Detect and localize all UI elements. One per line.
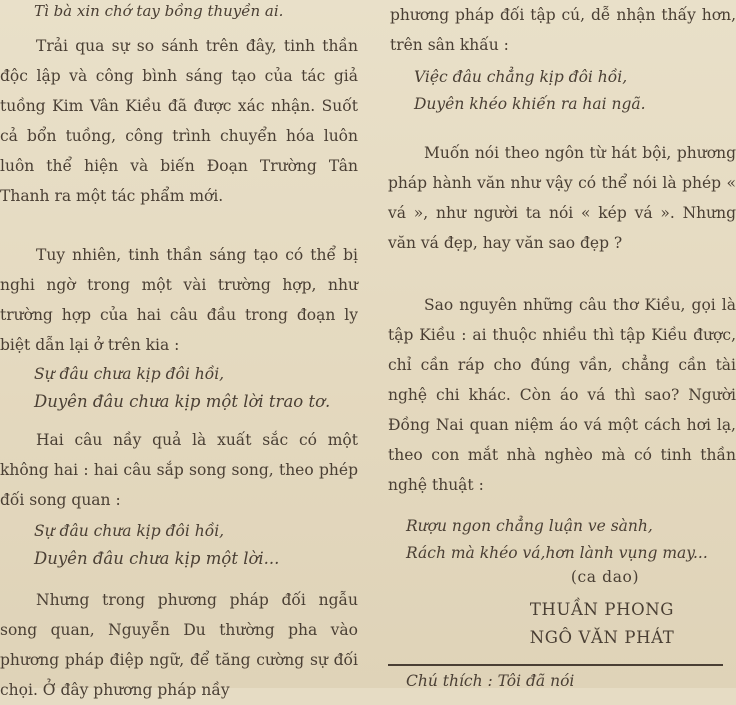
verse-line-top: Tì bà xin chớ tay bồng thuyền ai. <box>34 2 284 20</box>
paragraph-2: Sao nguyên những câu thơ Kiều, gọi là tập Kiều : ai thuộc nhiều thì tập Kiều được, chỉ cần ráp cho đúng vần, chẳng cần tài nghệ chi khác. Còn áo vá thì sao? Người Đồng Nai quan niệm áo vá một cách hơi lạ, theo con mắt nhà nghèo mà có tinh thần nghệ thuật : <box>388 296 736 494</box>
footnote-start: Chú thích : Tôi đã nói <box>406 672 575 690</box>
verse-line: Sự đâu chưa kịp đôi hồi, <box>34 365 225 383</box>
author-name-full: NGÔ VĂN PHÁT <box>529 628 675 647</box>
verse-line: Việc đâu chẳng kịp đôi hồi, <box>414 68 628 86</box>
paragraph-3: Hai câu nầy quả là xuất sắc có một không hai : hai câu sắp song song, theo phép đối song quan : <box>0 431 358 509</box>
footnote-divider <box>388 664 723 666</box>
verse-block-2 <box>34 518 279 572</box>
verse-line: Rượu ngon chẳng luận ve sành, <box>406 517 653 535</box>
verse-line: Duyên đâu chưa kịp một lời... <box>34 549 280 568</box>
paragraph-2: Tuy nhiên, tinh thần sáng tạo có thể bị nghi ngờ trong một vài trường hợp, như trường hợp của hai câu đầu trong đoạn ly biệt dẫn lại ở trên kia : <box>0 246 358 354</box>
paragraph-1: Muốn nói theo ngôn từ hát bội, phương pháp hành văn như vậy có thể nói là phép « vá », như người ta nói « kép vá ». Nhưng văn vá đẹp, hay văn sao đẹp ? <box>388 144 736 252</box>
verse-block-2 <box>406 513 708 567</box>
source-note: (ca dao) <box>570 568 640 586</box>
paragraph-1: Trải qua sự so sánh trên đây, tinh thần độc lập và công bình sáng tạo của tác giả tuồng Kim Vân Kiều đã được xác nhận. Suốt cả bổn tuồng, công trình chuyển hóa luôn luôn thể hiện và biến Đoạn Trường Tân Thanh ra một tác phẩm mới. <box>0 37 358 205</box>
verse-block-1 <box>34 361 330 415</box>
verse-line: Duyên khéo khiến ra hai ngã. <box>414 95 646 113</box>
paragraph-4: Nhưng trong phương pháp đối ngẫu song quan, Nguyễn Du thường pha vào phương pháp điệp ngữ, để tăng cường sự đối chọi. Ở đây phương pháp nầy <box>0 591 358 699</box>
paragraph-top: phương pháp đối tập cú, dễ nhận thấy hơn, trên sân khấu : <box>390 6 736 54</box>
verse-line: Rách mà khéo vá,hơn lành vụng may... <box>406 544 708 562</box>
verse-line: Duyên đâu chưa kịp một lời trao tơ. <box>34 392 331 411</box>
verse-line: Sự đâu chưa kịp đôi hồi, <box>34 522 225 540</box>
author-name: THUẦN PHONG <box>529 600 675 619</box>
verse-block-1 <box>414 64 646 118</box>
